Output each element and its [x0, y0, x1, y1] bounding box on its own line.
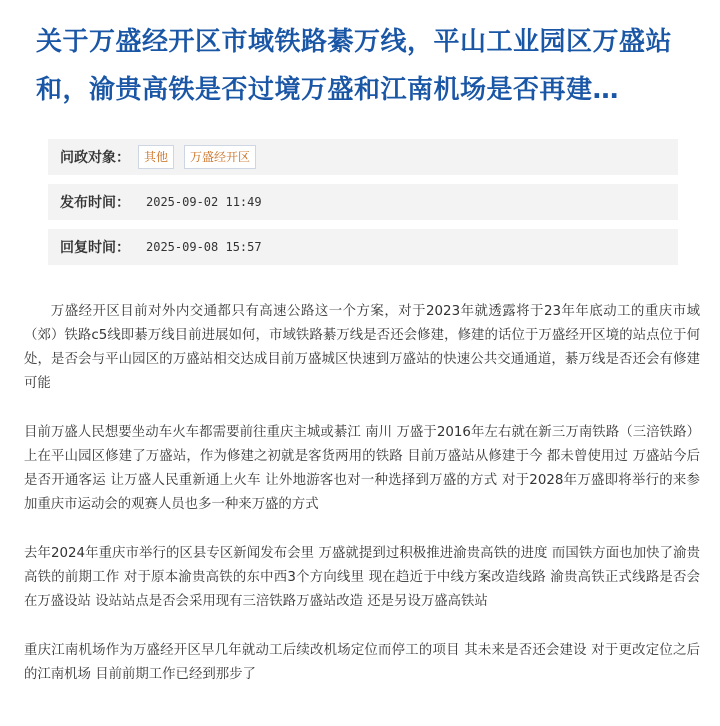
publish-row [48, 184, 678, 220]
tag-wansheng[interactable]: 万盛经开区 [184, 145, 256, 169]
tag-other[interactable]: 其他 [138, 145, 174, 169]
publish-label: 发布时间： [60, 195, 130, 211]
reply-time: 2025-09-08 15:57 [146, 240, 262, 254]
publish-time: 2025-09-02 11:49 [146, 195, 262, 209]
reply-label: 回复时间： [60, 240, 130, 256]
content-paragraph: 重庆江南机场作为万盛经开区早几年就动工后续改机场定位而停工的项目 其未来是否还会建设 对于更改定位之后的江南机场 目前前期工作已经到那步了 [24, 643, 700, 682]
question-content [24, 300, 700, 712]
content-paragraph: 目前万盛人民想要坐动车火车都需要前往重庆主城或綦江 南川 万盛于2016年左右就在新三万南铁路（三涪铁路）上在平山园区修建了万盛站，作为修建之初就是客货两用的铁路 目前万盛站从修建于今 都未曾使用过 万盛站今后是否开通客运 让万盛人民重新通上火车 让外地游客也对一种选择到万盛的方式 对于2028年万盛即将举行的来参加重庆市运动会的观赛人员也多一种来万盛的方式 [24, 425, 700, 512]
reply-row [48, 229, 678, 265]
meta-panel [48, 139, 678, 274]
target-tags [138, 145, 266, 169]
page-title: 关于万盛经开区市域铁路綦万线，平山工业园区万盛站和，渝贵高铁是否过境万盛和江南机场是否再建… [36, 27, 673, 105]
content-paragraph: 万盛经开区目前对外内交通都只有高速公路这一个方案，对于2023年就透露将于23年年底动工的重庆市域（郊）铁路c5线即綦万线目前进展如何，市域铁路綦万线是否还会修建，修建的话位于万盛经开区境的站点位于何处，是否会与平山园区的万盛站相交达成目前万盛城区快速到万盛站的快速公共交通通道，綦万线是否还会有修建可能 [24, 304, 700, 391]
target-label: 问政对象： [60, 150, 130, 166]
content-paragraph: 去年2024年重庆市举行的区县专区新闻发布会里 万盛就提到过积极推进渝贵高铁的进度 而国铁方面也加快了渝贵高铁的前期工作 对于原本渝贵高铁的东中西3个方向线里 现在趋近于中线方案改造线路 渝贵高铁正式线路是否会在万盛设站 设站站点是否会采用现有三涪铁路万盛站改造 还是另设万盛高铁站 [24, 546, 700, 609]
target-row [48, 139, 678, 175]
